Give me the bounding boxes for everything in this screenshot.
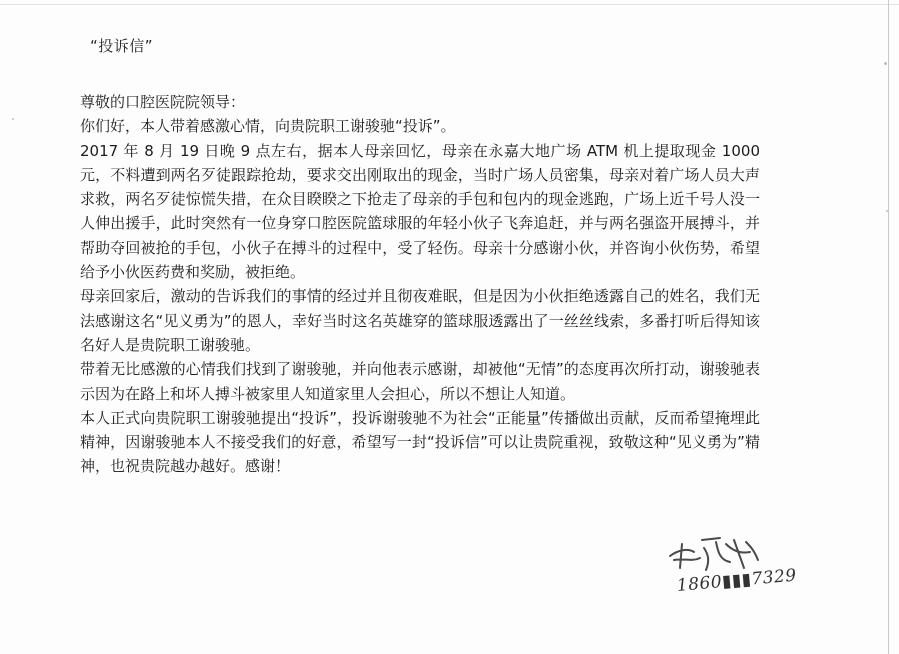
scan-edge-top [0, 4, 899, 5]
letter-title: “投诉信” [90, 37, 154, 55]
letter-salutation: 尊敬的口腔医院院领导： [80, 93, 246, 111]
letter-paragraph: 你们好，本人带着感激心情，向贵院职工谢骏驰“投诉”。 [80, 117, 456, 136]
letter-body [80, 90, 760, 479]
letter-paragraph: 2017 年 8 月 19 日晚 9 点左右，据本人母亲回忆，母亲在永嘉大地广场 ATM 机上提取现金 1000 元，不料遭到两名歹徒跟踪抢劫，要求交出刚取出的现金，当时广场人员密集，母亲对着广场人员大声求救，两名歹徒惊慌失措，在众目睽睽之下抢走了母亲的手包和包内的现金逃跑，广场上近千号人没一人伸出援手，此时突然有一位身穿口腔医院篮球服的年轻小伙子飞奔追赶，并与两名强盗开展搏斗，并帮助夺回被抢的手包，小伙子在搏斗的过程中，受了轻伤。母亲十分感谢小伙，并咨询小伙伤势，希望给予小伙医药费和奖励，被拒绝。 [80, 141, 760, 282]
scan-speck [886, 210, 888, 212]
handwritten-phone-number: 1860▮▮▮7329 [676, 565, 798, 596]
letter-paragraph: 本人正式向贵院职工谢骏驰提出“投诉”，投诉谢骏驰不为社会“正能量”传播做出贡献，反而希望掩埋此精神，因谢骏驰本人不接受我们的好意，希望写一封“投诉信”可以让贵院重视，致敬这种“见义勇为”精神，也祝贵院越办越好。感谢！ [80, 408, 760, 476]
scan-edge-right [888, 0, 889, 654]
letter-paragraph: 母亲回家后，激动的告诉我们的事情的经过并且彻夜难眠，但是因为小伙拒绝透露自己的姓名，我们无法感谢这名“见义勇为”的恩人，幸好当时这名英雄穿的篮球服透露出了一丝丝线索，多番打听后得知该名好人是贵院职工谢骏驰。 [80, 287, 760, 354]
signature-block [640, 530, 820, 620]
scan-speck [12, 118, 14, 120]
scan-speck [884, 62, 887, 65]
letter-paragraph: 带着无比感激的心情我们找到了谢骏驰，并向他表示感谢，却被他“无情”的态度再次所打动，谢骏驰表示因为在路上和坏人搏斗被家里人知道家里人会担心，所以不想让人知道。 [80, 360, 760, 403]
